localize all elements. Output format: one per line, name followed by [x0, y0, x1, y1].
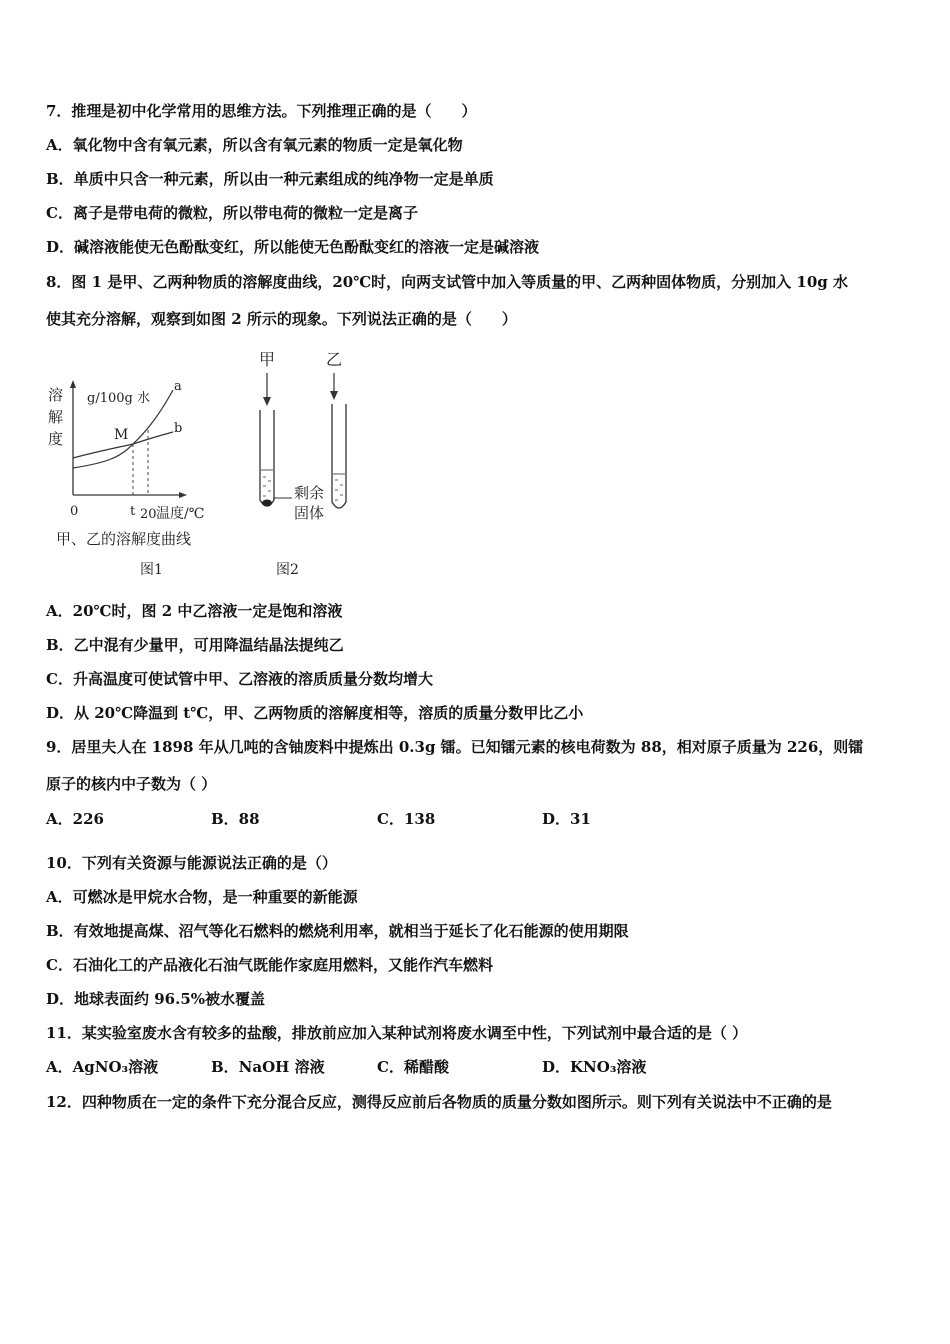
fig2-tube-jia [260, 410, 274, 506]
fig2-dashes-yi [335, 480, 343, 500]
fig1-ylabel-2: 解 [48, 408, 64, 426]
q8-option-d: D．从 20℃降温到 t℃，甲、乙两物质的溶解度相等，溶质的质量分数甲比乙小 [46, 704, 584, 722]
fig1-tick-t: t [130, 504, 136, 519]
fig1-label-b: b [174, 421, 183, 436]
q8-stem-line1: 8．图 1 是甲、乙两种物质的溶解度曲线，20℃时，向两支试管中加入等质量的甲、乙两种固体物质，分别加入 10g 水 [46, 273, 848, 291]
q8-option-a: A．20℃时，图 2 中乙溶液一定是饱和溶液 [46, 602, 343, 620]
fig1-y-arrow [70, 380, 76, 388]
q9-stem-line1: 9．居里夫人在 1898 年从几吨的含铀废料中提炼出 0.3g 镭。已知镭元素的核电荷数为 88，相对原子质量为 226，则镭 [46, 738, 864, 756]
q9-option-d: D．31 [542, 810, 591, 828]
q7-stem: 7．推理是初中化学常用的思维方法。下列推理正确的是（ ） [46, 102, 477, 120]
q11-option-c: C．稀醋酸 [377, 1058, 449, 1076]
fig2-residue-1: 剩余 [294, 484, 325, 502]
q10-option-b: B．有效地提高煤、沼气等化石燃料的燃烧利用率，就相当于延长了化石能源的使用期限 [46, 922, 629, 940]
q10-stem: 10．下列有关资源与能源说法正确的是（） [46, 854, 337, 872]
q8-figure [40, 340, 343, 590]
q8-option-b: B．乙中混有少量甲，可用降温结晶法提纯乙 [46, 636, 344, 654]
fig1-unit: g/100g 水 [87, 391, 150, 406]
q12-stem: 12．四种物质在一定的条件下充分混合反应，测得反应前后各物质的质量分数如图所示。则下列有关说法中不正确的是 [46, 1093, 832, 1111]
q7-option-d: D．碱溶液能使无色酚酞变红，所以能使无色酚酞变红的溶液一定是碱溶液 [46, 238, 540, 256]
q8-option-c: C．升高温度可使试管中甲、乙溶液的溶质质量分数均增大 [46, 670, 433, 688]
q11-option-a: A．AgNO₃溶液 [46, 1058, 159, 1076]
q10-option-c: C．石油化工的产品液化石油气既能作家庭用燃料，又能作汽车燃料 [46, 956, 493, 974]
fig2-residue-2: 固体 [294, 504, 325, 522]
q7-option-b: B．单质中只含一种元素，所以由一种元素组成的纯净物一定是单质 [46, 170, 494, 188]
q11-stem: 11．某实验室废水含有较多的盐酸，排放前应加入某种试剂将废水调至中性，下列试剂中最合适的是（ ） [46, 1024, 748, 1042]
fig2-label-jia: 甲 [259, 350, 276, 369]
fig2-tube-yi [332, 404, 346, 508]
fig1-x-arrow [179, 492, 187, 498]
q9-option-a: A．226 [46, 810, 104, 828]
q8-stem-line2: 使其充分溶解，观察到如图 2 所示的现象。下列说法正确的是（ ） [46, 310, 517, 328]
fig1-xlabel: 温度/℃ [156, 506, 205, 522]
fig1-ylabel-1: 溶 [48, 386, 64, 404]
q11-option-b: B．NaOH 溶液 [211, 1058, 325, 1076]
q11-option-d: D．KNO₃溶液 [542, 1058, 647, 1076]
q10-option-a: A．可燃冰是甲烷水合物，是一种重要的新能源 [46, 888, 358, 906]
fig2-arrowhead-yi [330, 391, 338, 400]
fig1-caption: 甲、乙的溶解度曲线 [56, 530, 192, 548]
q7-option-c: C．离子是带电荷的微粒，所以带电荷的微粒一定是离子 [46, 204, 418, 222]
fig1-label-a: a [174, 379, 182, 394]
q9-option-b: B．88 [211, 810, 260, 828]
fig2-label-yi: 乙 [326, 350, 343, 369]
fig1-tick-20: 20 [140, 507, 157, 522]
fig1-point-m: M [114, 427, 129, 443]
fig2-arrowhead-jia [263, 397, 271, 406]
fig2-label: 图2 [276, 562, 299, 578]
q7-option-a: A．氧化物中含有氧元素，所以含有氧元素的物质一定是氧化物 [46, 136, 463, 154]
fig1-origin: 0 [70, 504, 79, 519]
fig1-label: 图1 [140, 562, 163, 578]
fig2-dashes-jia [263, 477, 271, 496]
q10-option-d: D．地球表面约 96.5%被水覆盖 [46, 990, 266, 1008]
q9-option-c: C．138 [377, 810, 436, 828]
fig1-ylabel-3: 度 [48, 430, 64, 448]
q9-stem-line2: 原子的核内中子数为（ ） [46, 775, 217, 793]
fig2-solid-jia [262, 500, 272, 507]
